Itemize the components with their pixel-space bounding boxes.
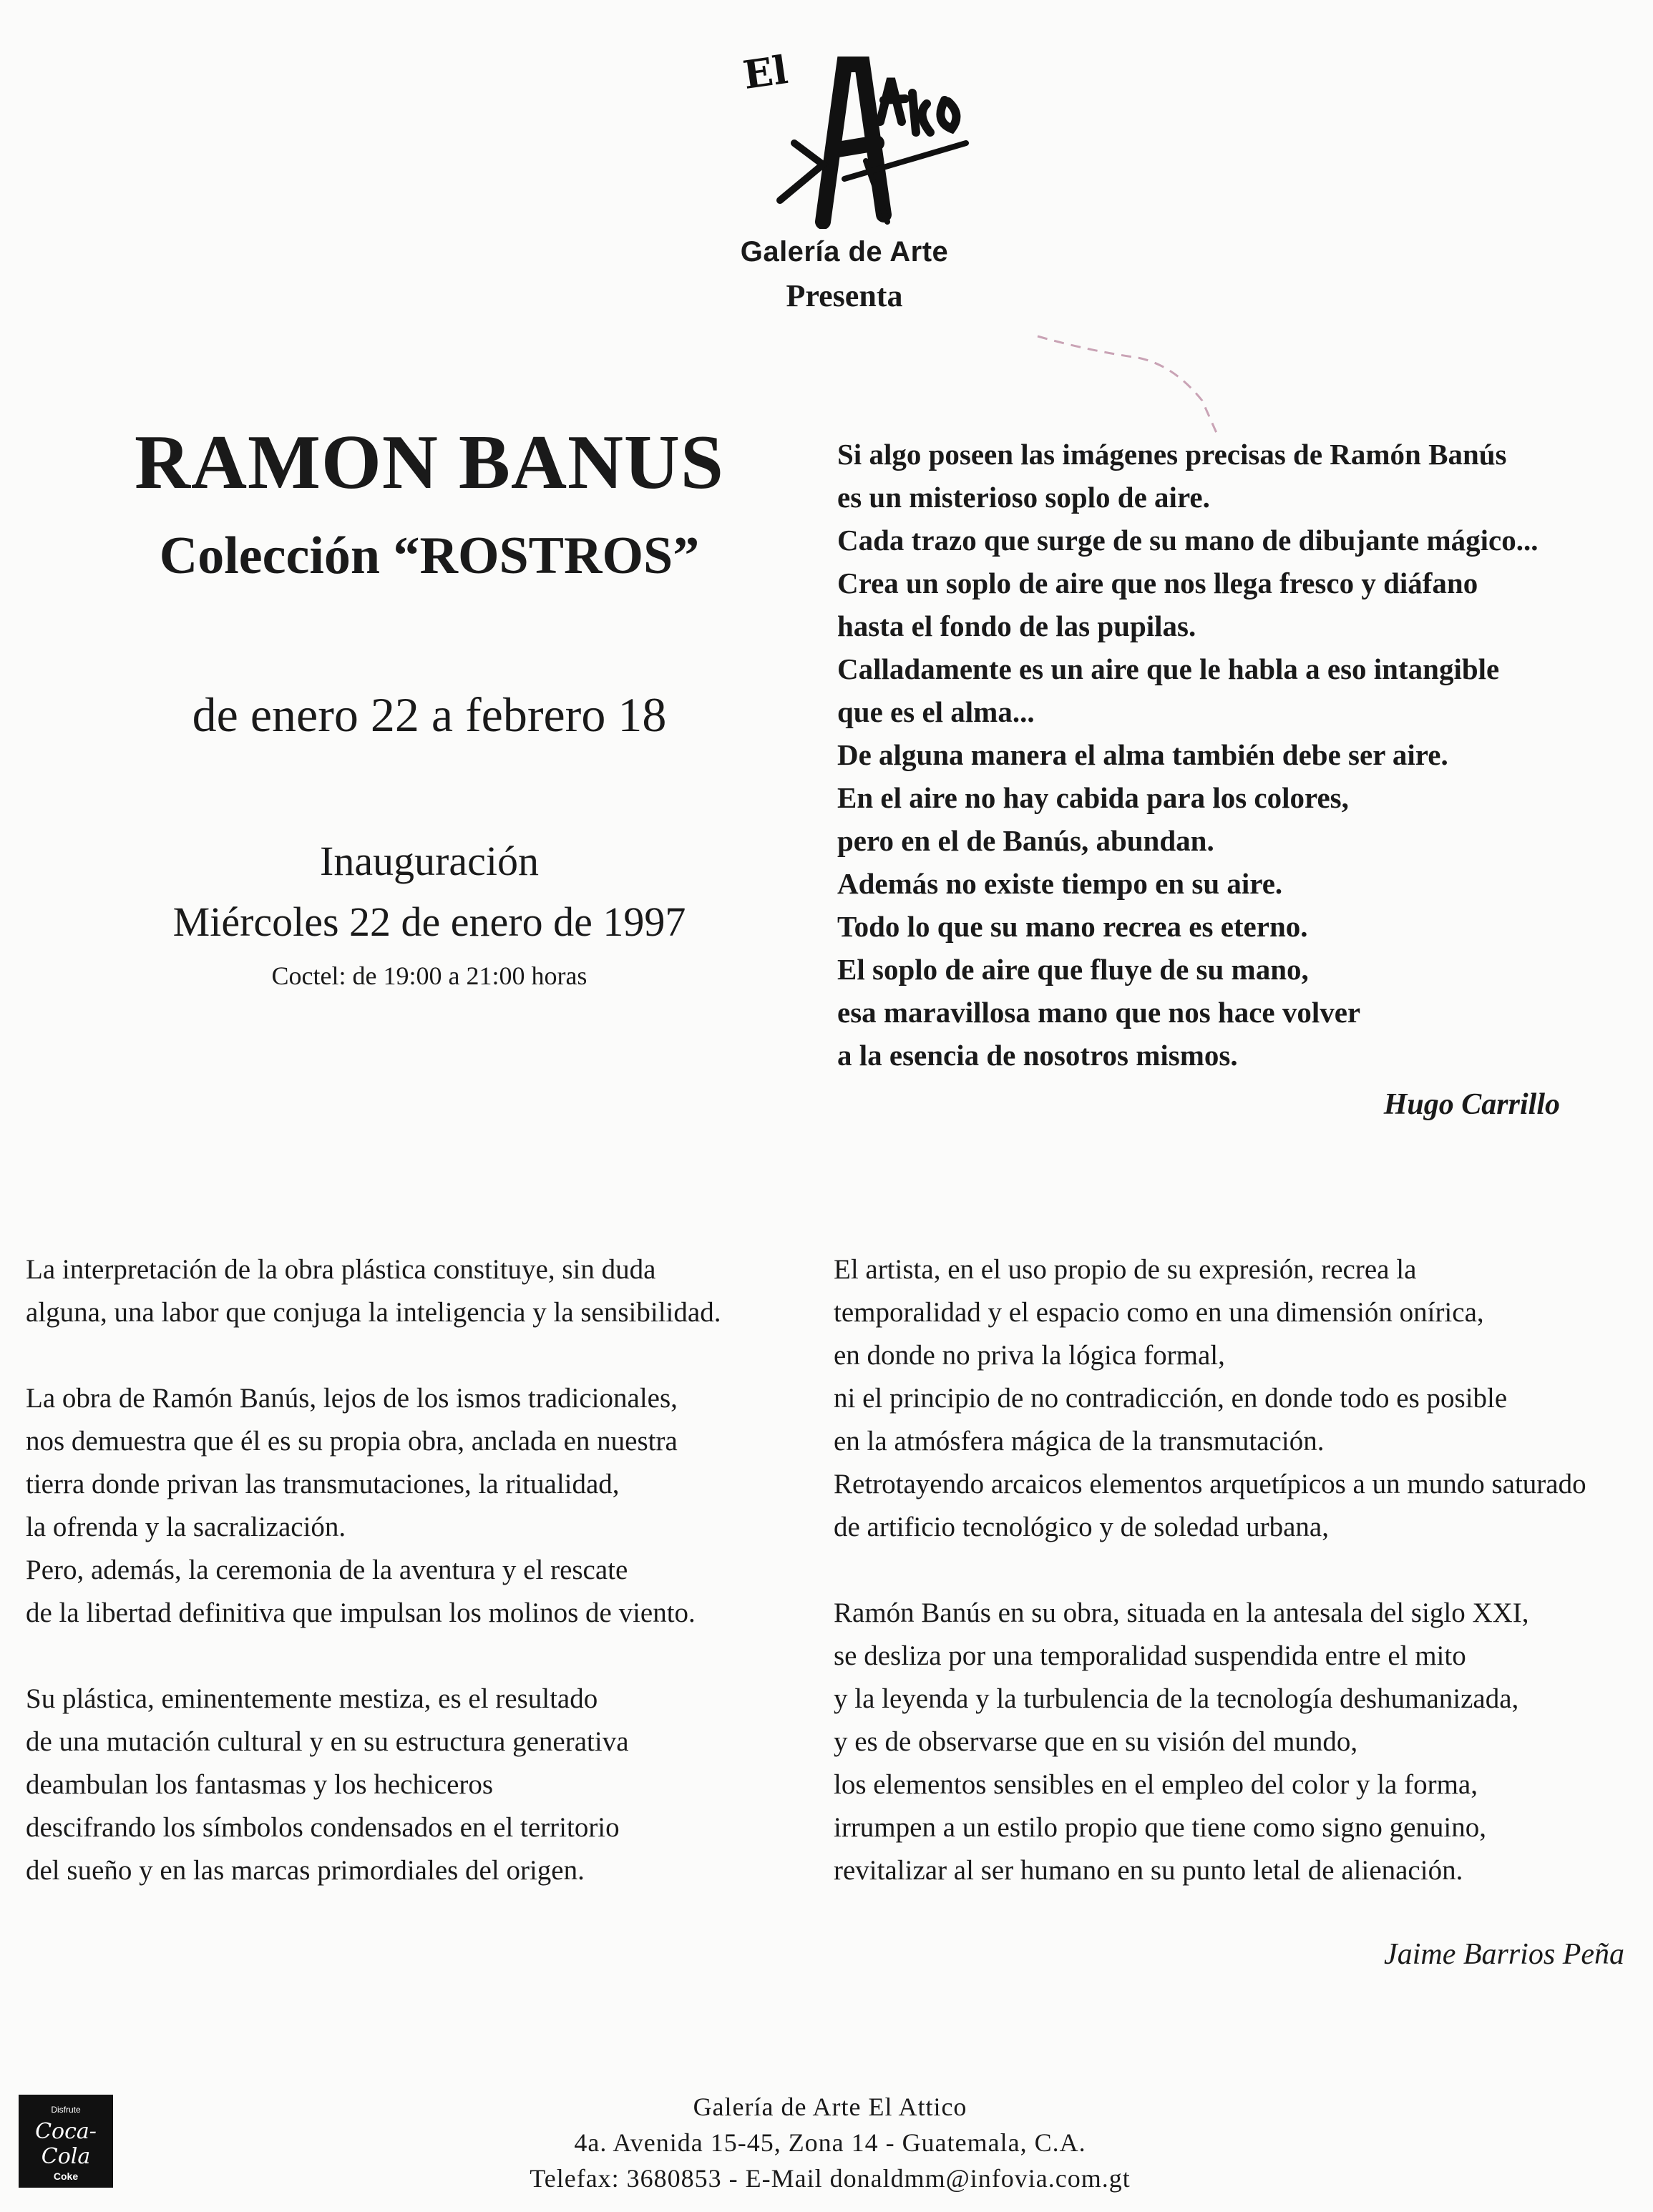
poem-line: pero en el de Banús, abundan. [837,824,1214,857]
essay-line [834,1549,1628,1592]
exhibition-dates: de enero 22 a febrero 18 [192,687,667,742]
opening-date: Miércoles 22 de enero de 1997 [172,899,686,945]
essay-line: Ramón Banús en su obra, situada en la antesala del siglo XXI, [834,1597,1529,1628]
pen-mark [1030,322,1245,436]
essay-line: alguna, una labor que conjuga la inteligencia y la sensibilidad. [26,1297,721,1328]
poem-line: Todo lo que su mano recrea es eterno. [837,910,1308,943]
essay-line: la ofrenda y la sacralización. [26,1512,346,1542]
poem-line: esa maravillosa mano que nos hace volver [837,996,1361,1029]
poem-line: El soplo de aire que fluye de su mano, [837,953,1309,986]
essay-line: revitalizar al ser humano en su punto letal de alienación. [834,1855,1463,1886]
poem-line: De alguna manera el alma también debe ser aire. [837,738,1448,771]
sponsor-mark: Coke [53,2171,79,2182]
essay-line: El artista, en el uso propio de su expresión, recrea la [834,1254,1417,1285]
poem-line: Cada trazo que surge de su mano de dibujante mágico... [837,524,1539,557]
poem [837,433,1596,1077]
essay-line: y la leyenda y la turbulencia de la tecnología deshumanizada, [834,1683,1519,1714]
essay-author: Jaime Barrios Peña [1384,1938,1624,1971]
essay-line: Su plástica, eminentemente mestiza, es el resultado [26,1683,598,1714]
footer-contact: Telefax: 3680853 - E-Mail donaldmm@infovia.com.gt [530,2164,1131,2193]
essay-line: Retrotayendo arcaicos elementos arquetípicos a un mundo saturado [834,1469,1586,1499]
svg-text:El: El [740,46,791,98]
essay-line: en donde no priva la lógica formal, [834,1340,1225,1371]
poem-line: En el aire no hay cabida para los colores, [837,781,1349,814]
essay-left-column [26,1248,777,1892]
poem-line: que es el alma... [837,695,1035,728]
opening-label: Inauguración [320,838,539,884]
footer-gallery-name: Galería de Arte El Attico [693,2093,967,2121]
footer-address: 4a. Avenida 15-45, Zona 14 - Guatemala, C.A. [574,2128,1086,2157]
sponsor-brand: Coca-Cola [35,2119,97,2169]
essay-line: temporalidad y el espacio como en una dimensión onírica, [834,1297,1484,1328]
poem-line: Si algo poseen las imágenes precisas de Ramón Banús [837,438,1507,471]
essay-line [26,1334,777,1377]
essay-line: deambulan los fantasmas y los hechiceros [26,1769,494,1800]
essay-line: se desliza por una temporalidad suspendida entre el mito [834,1640,1466,1671]
poem-line: Además no existe tiempo en su aire. [837,867,1283,900]
essay-line: tierra donde privan las transmutaciones, la ritualidad, [26,1469,620,1499]
sponsor-small-text: Disfrute [51,2105,81,2115]
poem-line: Calladamente es un aire que le habla a eso intangible [837,652,1500,685]
gallery-label: Galería de Arte [740,236,949,268]
essay-line: descifrando los símbolos condensados en el territorio [26,1812,620,1843]
essay-line: La interpretación de la obra plástica constituye, sin duda [26,1254,656,1285]
essay-line: nos demuestra que él es su propia obra, anclada en nuestra [26,1426,678,1457]
presents-label: Presenta [786,278,903,313]
essay-line: La obra de Ramón Banús, lejos de los ismos tradicionales, [26,1383,678,1414]
essay-line [26,1635,777,1678]
essay-line: del sueño y en las marcas primordiales del origen. [26,1855,585,1886]
poem-line: es un misterioso soplo de aire. [837,481,1210,514]
essay-line: y es de observarse que en su visión del mundo, [834,1726,1358,1757]
essay-line: de una mutación cultural y en su estructura generativa [26,1726,629,1757]
essay-line: de la libertad definitiva que impulsan los molinos de viento. [26,1597,696,1628]
poem-line: a la esencia de nosotros mismos. [837,1039,1238,1072]
sponsor-logo [19,2095,113,2188]
cocktail-time: Coctel: de 19:00 a 21:00 horas [271,961,587,990]
essay-line: irrumpen a un estilo propio que tiene como signo genuino, [834,1812,1486,1843]
essay-line: de artificio tecnológico y de soledad urbana, [834,1512,1329,1542]
poem-line: hasta el fondo de las pupilas. [837,610,1196,642]
essay-line: en la atmósfera mágica de la transmutación. [834,1426,1325,1457]
essay-line: los elementos sensibles en el empleo del color y la forma, [834,1769,1478,1800]
essay-right-column [834,1248,1628,1892]
essay-line: Pero, además, la ceremonia de la aventura y el rescate [26,1555,628,1585]
essay-line: ni el principio de no contradicción, en donde todo es posible [834,1383,1508,1414]
gallery-logo [737,36,973,229]
poem-line: Crea un soplo de aire que nos llega fresco y diáfano [837,567,1478,600]
poem-author: Hugo Carrillo [1383,1088,1560,1121]
artist-name: RAMON BANUS [134,420,724,505]
collection-title: Colección “ROSTROS” [159,527,700,585]
